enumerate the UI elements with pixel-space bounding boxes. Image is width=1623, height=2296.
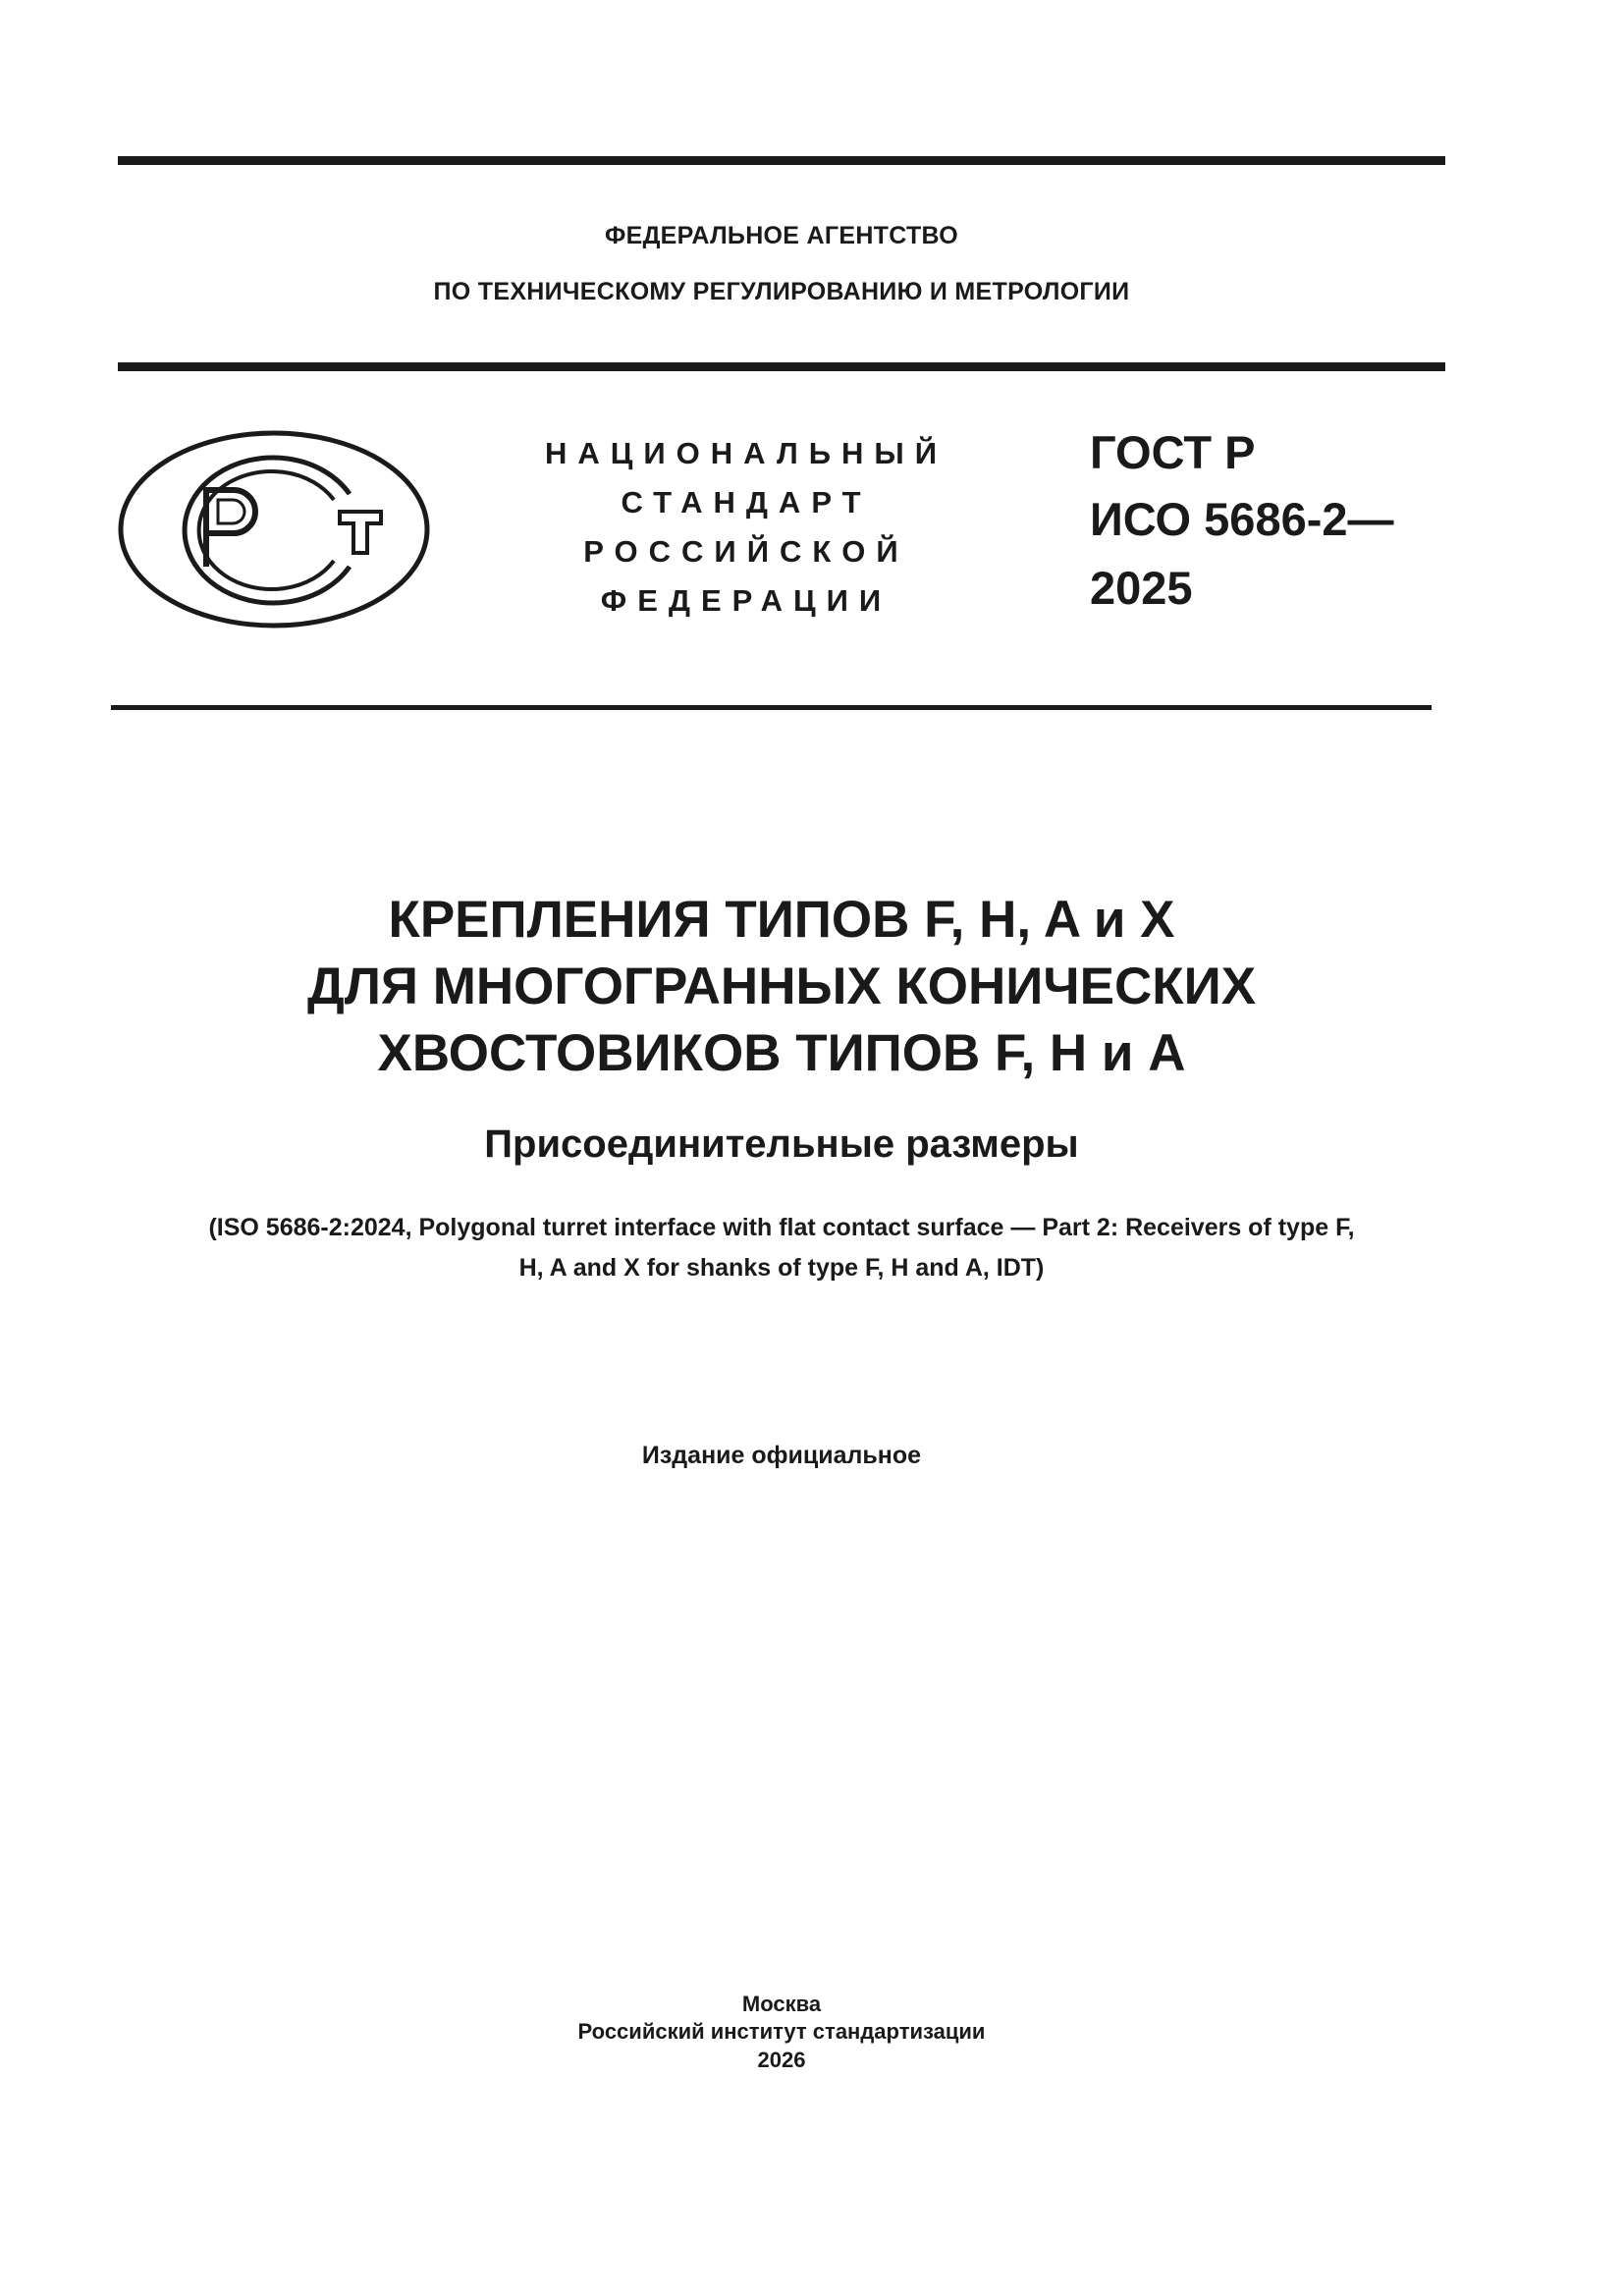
header-rule	[118, 362, 1445, 371]
edition-label: Издание официальное	[641, 1442, 922, 1469]
designation-line-3: 2025	[1090, 562, 1193, 614]
rst-logo-icon	[116, 429, 432, 629]
iso-reference-line-1: (ISO 5686-2:2024, Polygonal turret interface with flat contact surface — Part 2: Receivers of type F,	[208, 1214, 1355, 1241]
imprint-year: 2026	[757, 2048, 806, 2072]
title-line-1: КРЕПЛЕНИЯ ТИПОВ F, H, A и X	[388, 891, 1175, 949]
title-line-2: ДЛЯ МНОГОГРАННЫХ КОНИЧЕСКИХ	[306, 957, 1257, 1015]
designation-line-2: ИСО 5686-2—	[1090, 493, 1394, 545]
top-rule	[118, 156, 1445, 165]
designation-line-1: ГОСТ Р	[1090, 426, 1256, 478]
designation-rule	[111, 705, 1432, 710]
imprint-city: Москва	[741, 1992, 822, 2016]
imprint-publisher: Российский институт стандартизации	[577, 2019, 986, 2044]
national-standard-line-1: НАЦИОНАЛЬНЫЙ	[544, 436, 948, 470]
title-line-3: ХВОСТОВИКОВ ТИПОВ F, H и A	[377, 1024, 1186, 1082]
national-standard-line-2: СТАНДАРТ	[621, 485, 872, 519]
national-standard-line-4: ФЕДЕРАЦИИ	[600, 583, 893, 618]
agency-line-2: ПО ТЕХНИЧЕСКОМУ РЕГУЛИРОВАНИЮ И МЕТРОЛОГИИ	[433, 278, 1130, 305]
subtitle: Присоединительные размеры	[484, 1122, 1079, 1166]
agency-line-1: ФЕДЕРАЛЬНОЕ АГЕНТСТВО	[604, 222, 959, 249]
national-standard-line-3: РОССИЙСКОЙ	[583, 534, 909, 569]
iso-reference-line-2: H, A and X for shanks of type F, H and A, IDT)	[518, 1254, 1045, 1282]
